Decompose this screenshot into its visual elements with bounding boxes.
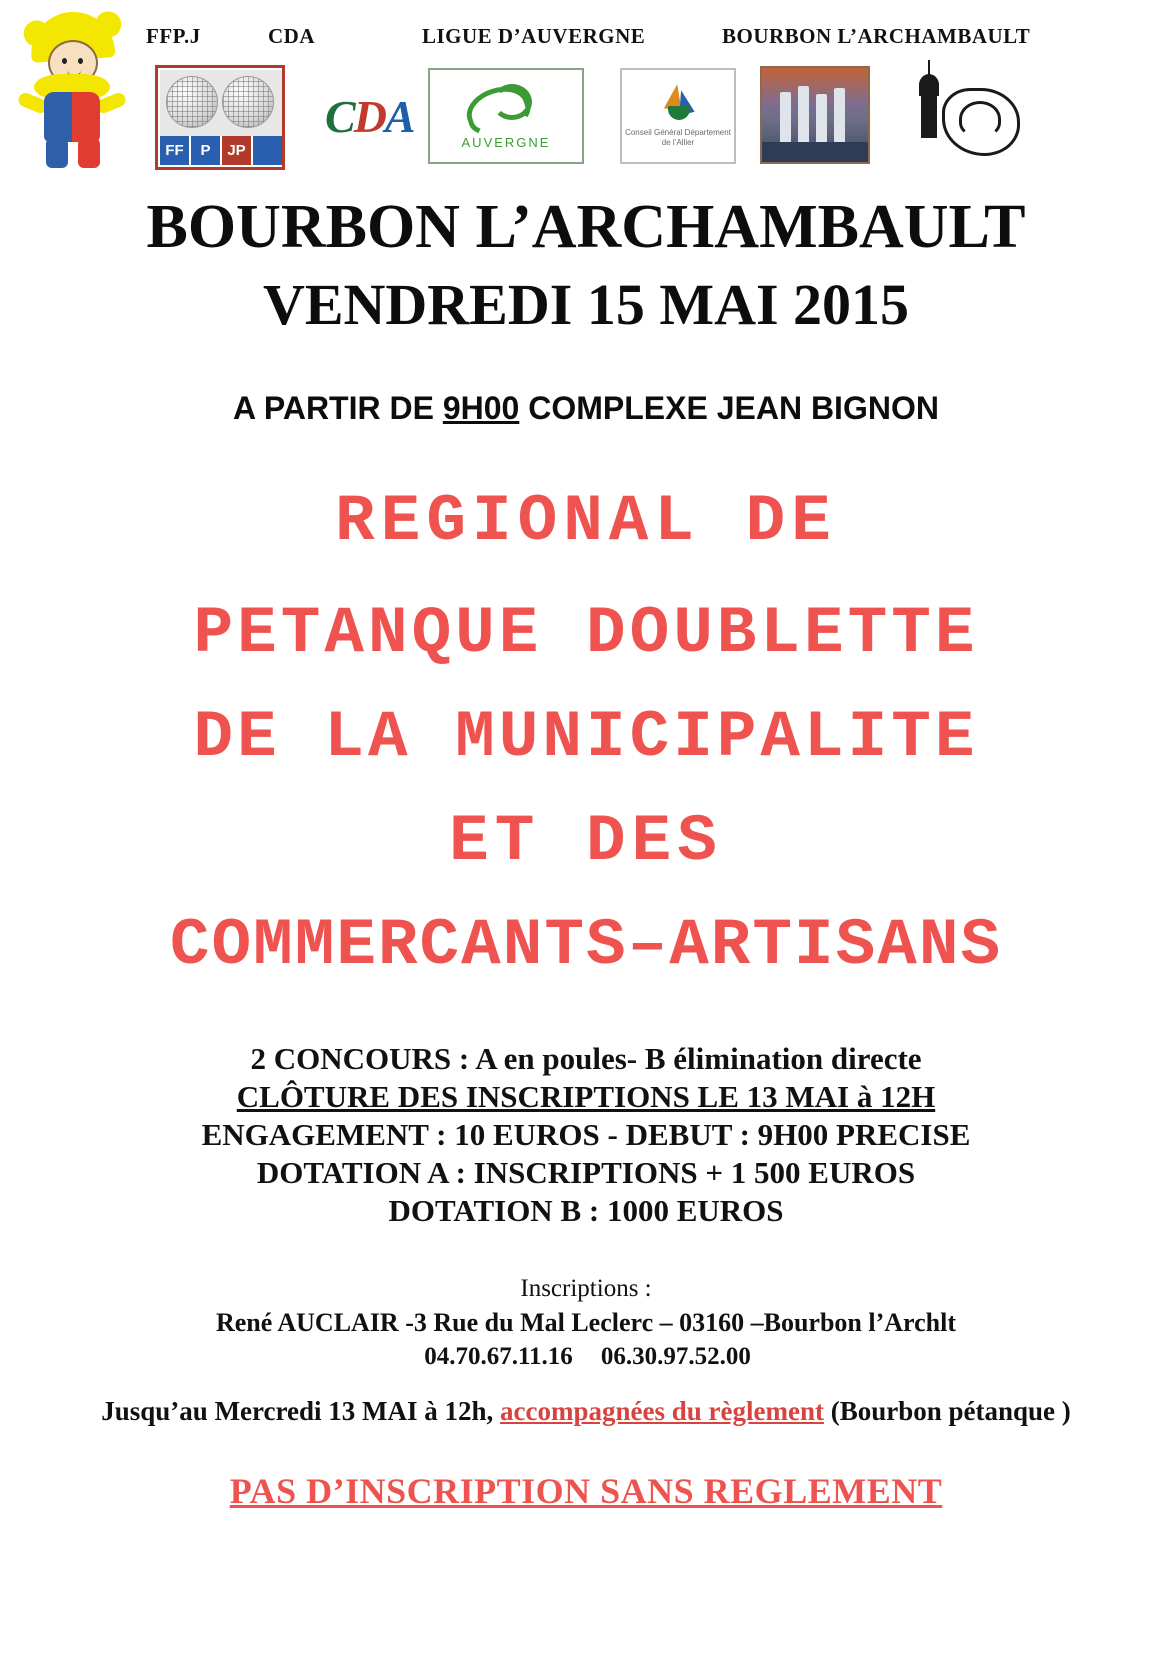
no-registration-warning: PAS D’INSCRIPTION SANS REGLEMENT — [229, 1471, 943, 1511]
partner-label-ffpj: FFP.J — [146, 24, 201, 48]
deadline-line — [0, 1396, 1172, 1427]
ffpjp-letter-ff: FF — [160, 136, 191, 165]
deadline-before: Jusqu’au Mercredi 13 MAI à 12h, — [101, 1396, 501, 1426]
ffpjp-letter-p: P — [191, 136, 222, 165]
deadline-highlight: accompagnées du règlement — [500, 1396, 824, 1426]
registration-phones — [0, 1340, 1172, 1374]
subtitle-before: A PARTIR DE — [233, 390, 443, 426]
phone-mobile: 06.30.97.52.00 — [600, 1343, 751, 1370]
headline-line-4: ET DES — [449, 804, 723, 879]
poster-city-title: BOURBON L’ARCHAMBAULT — [146, 193, 1026, 261]
partner-label-bourbon: BOURBON L’ARCHAMBAULT — [722, 24, 1031, 48]
partner-logos-row — [0, 0, 1172, 175]
poster-date-title: VENDREDI 15 MAI 2015 — [262, 272, 910, 337]
poster-subtitle — [0, 390, 1172, 427]
deadline-after: (Bourbon pétanque ) — [823, 1396, 1071, 1426]
subtitle-after: COMPLEXE JEAN BIGNON — [519, 390, 939, 426]
conseil-general-logo-icon — [620, 68, 736, 164]
cda-letter-c: C — [325, 91, 354, 142]
ffpjp-letter-blank — [253, 136, 282, 165]
cda-logo-icon — [325, 88, 415, 146]
cda-letter-d: D — [353, 91, 385, 142]
phone-fixed: 04.70.67.11.16 — [424, 1343, 573, 1370]
headline-line-3: DE LA MUNICIPALITE — [193, 700, 979, 775]
info-line-closing: CLÔTURE DES INSCRIPTIONS LE 13 MAI à 12H — [236, 1079, 936, 1114]
info-line-prize-b: DOTATION B : 1000 EUROS — [388, 1193, 784, 1228]
info-line-prize-a: DOTATION A : INSCRIPTIONS + 1 500 EUROS — [256, 1155, 916, 1190]
info-line-contests: 2 CONCOURS : A en poules- B élimination directe — [250, 1041, 922, 1076]
jester-mascot-icon — [12, 2, 132, 167]
registration-block — [0, 1272, 1172, 1374]
partner-label-ligue: LIGUE D’AUVERGNE — [422, 24, 646, 48]
auvergne-logo-label: AUVERGNE — [461, 135, 551, 150]
registration-contact: René AUCLAIR -3 Rue du Mal Leclerc – 03160 –Bourbon l’Archlt — [215, 1308, 956, 1337]
subtitle-time: 9H00 — [442, 390, 520, 426]
bourbon-town-logo-icon — [900, 58, 1028, 168]
ffpjp-letter-jp: JP — [222, 136, 253, 165]
headline-line-5: COMMERCANTS–ARTISANS — [169, 908, 1003, 983]
partner-label-cda: CDA — [268, 24, 315, 48]
headline-line-2: PETANQUE DOUBLETTE — [193, 596, 979, 671]
town-photo-thumbnail — [760, 66, 870, 164]
registration-title: Inscriptions : — [520, 1275, 652, 1302]
headline-line-1: REGIONAL DE — [335, 484, 837, 559]
ffpjp-logo-icon — [155, 65, 285, 170]
tournament-info-block — [0, 1040, 1172, 1230]
conseil-general-logo-label: Conseil Général Département de l’Allier — [625, 128, 731, 147]
petanque-balls-icon — [160, 70, 282, 138]
cda-letter-a: A — [384, 91, 414, 142]
auvergne-logo-icon — [428, 68, 584, 164]
info-line-fee: ENGAGEMENT : 10 EUROS - DEBUT : 9H00 PRECISE — [201, 1117, 971, 1152]
